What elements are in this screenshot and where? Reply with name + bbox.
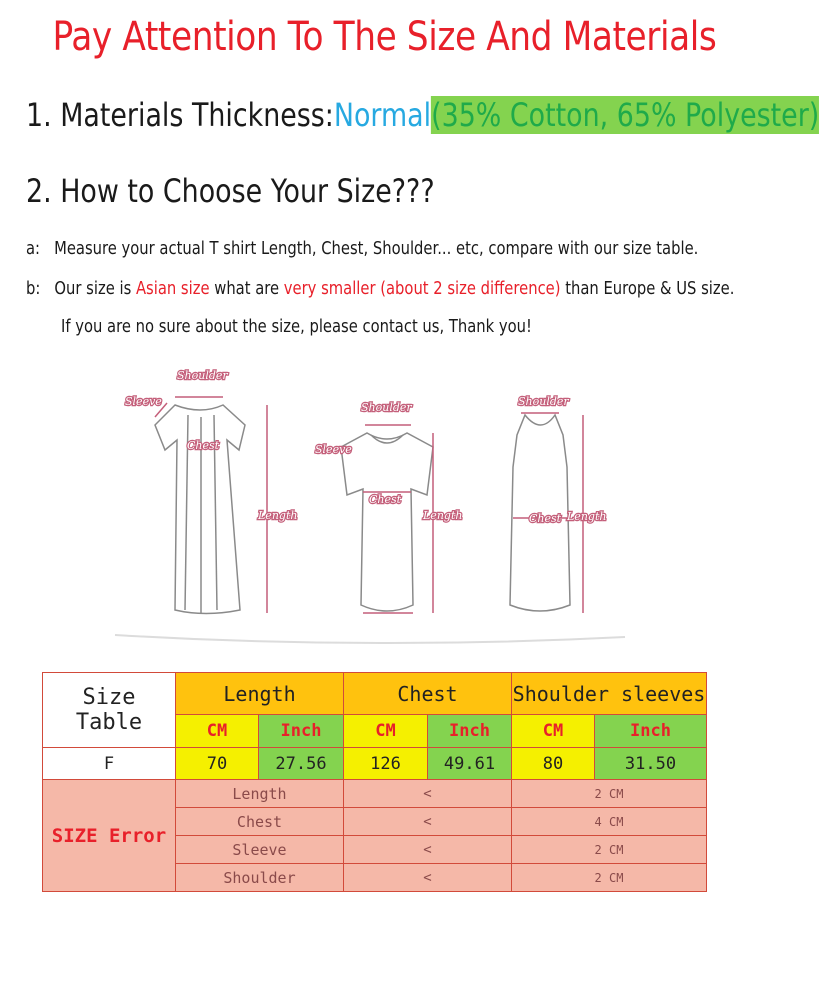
how-to-heading: 2. How to Choose Your Size??? [26,172,435,210]
error-name: Shoulder [176,864,344,892]
value-cell: 126 [344,748,428,780]
note-a-marker: a: [26,238,41,259]
error-value: 2 CM [512,836,707,864]
group-length: Length [176,673,344,715]
value-cell: 31.50 [595,748,707,780]
size-table-corner: Size Table [43,673,176,748]
tshirt-shoulder-label: Shoulder [361,401,412,414]
dress-sleeve-label: Sleeve [125,395,162,408]
error-symbol: < [344,808,512,836]
note-b [26,278,734,299]
row-size-label: F [43,748,176,780]
note-c: If you are no sure about the size, please contact us, Thank you! [61,316,532,337]
note-a [26,238,698,259]
dress-length-label: Length [258,509,298,522]
unit-cm: CM [512,715,595,748]
tshirt-chest-label: Chest [369,493,402,506]
error-name: Sleeve [176,836,344,864]
note-b-asian: Asian size [135,278,210,299]
materials-composition: (35% Cotton, 65% Polyester) [431,96,819,134]
group-chest: Chest [344,673,512,715]
note-b-part2: what are [209,278,284,299]
error-value: 2 CM [512,864,707,892]
error-value: 4 CM [512,808,707,836]
garment-diagram [115,355,625,645]
value-cell: 70 [176,748,259,780]
unit-inch: Inch [259,715,344,748]
error-symbol: < [344,836,512,864]
note-b-marker: b: [26,278,41,299]
error-symbol: < [344,780,512,808]
value-cell: 80 [512,748,595,780]
tshirt-length-label: Length [423,509,463,522]
unit-inch: Inch [428,715,512,748]
unit-cm: CM [344,715,428,748]
materials-thickness: Normal [333,96,432,134]
tank-length-label: Length [567,510,607,523]
materials-line [26,96,819,134]
tank-shoulder-label: Shoulder [518,395,569,408]
tshirt-sleeve-label: Sleeve [315,443,352,456]
note-b-part1: Our size is [54,278,136,299]
materials-prefix: 1. Materials Thickness: [26,96,334,134]
error-name: Length [176,780,344,808]
value-cell: 27.56 [259,748,344,780]
note-b-smaller: very smaller (about 2 size difference) [283,278,561,299]
tank-chest-label: Chest [529,512,562,525]
note-b-part3: than Europe & US size. [560,278,735,299]
error-symbol: < [344,864,512,892]
note-a-text: Measure your actual T shirt Length, Chest, Shoulder... etc, compare with our size table. [54,238,699,259]
error-value: 2 CM [512,780,707,808]
group-shoulder-sleeves: Shoulder sleeves [512,673,707,715]
dress-chest-label: Chest [187,439,220,452]
size-error-label: SIZE Error [43,780,176,892]
unit-inch: Inch [595,715,707,748]
size-table [42,672,707,892]
dress-shoulder-label: Shoulder [177,369,228,382]
value-cell: 49.61 [428,748,512,780]
error-name: Chest [176,808,344,836]
unit-cm: CM [176,715,259,748]
page-title: Pay Attention To The Size And Materials [52,14,717,60]
